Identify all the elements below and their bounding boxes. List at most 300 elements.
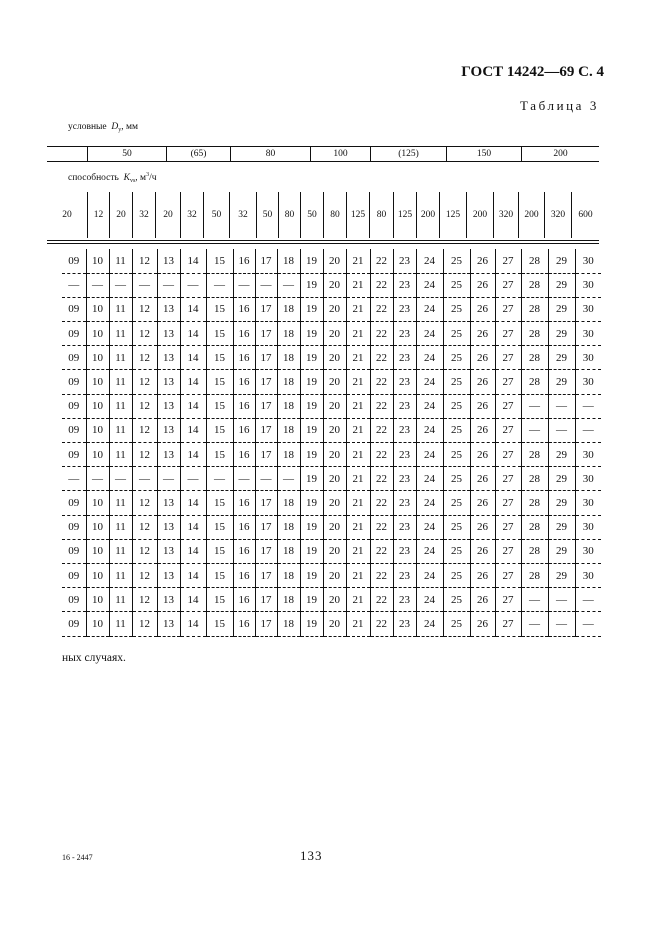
stroke-header-cell: 320: [544, 192, 571, 238]
table-cell: 20: [323, 539, 346, 563]
table-cell: —: [180, 273, 206, 297]
table-cell: 18: [277, 322, 300, 346]
table-cell: 19: [300, 322, 323, 346]
table-cell: 13: [157, 297, 180, 321]
table-cell: 29: [548, 346, 575, 370]
table-row: [62, 322, 601, 346]
table-cell: 18: [277, 539, 300, 563]
nominal-size-header-row: [47, 146, 599, 162]
note-text: ных случаях.: [62, 652, 126, 664]
stroke-header-cell: 200: [518, 192, 544, 238]
table-cell: 14: [180, 612, 206, 636]
table-cell: 17: [255, 249, 277, 273]
table-cell: 21: [346, 539, 370, 563]
stroke-header-cell: 20: [155, 192, 180, 238]
table-cell: 11: [109, 443, 132, 467]
table-cell: 19: [300, 346, 323, 370]
table-cell: 20: [323, 249, 346, 273]
table-row: [62, 491, 601, 515]
table-cell: 23: [393, 539, 416, 563]
table-cell: 27: [495, 370, 521, 394]
table-cell: 10: [86, 418, 109, 442]
table-cell: 25: [443, 443, 470, 467]
table-cell: 14: [180, 515, 206, 539]
table-cell: 23: [393, 297, 416, 321]
table-cell: 10: [86, 322, 109, 346]
table-cell: 27: [495, 588, 521, 612]
table-cell: —: [575, 418, 601, 442]
table-cell: 20: [323, 467, 346, 491]
table-cell: 28: [521, 322, 548, 346]
table-cell: 13: [157, 563, 180, 587]
table-cell: 25: [443, 273, 470, 297]
table-cell: 15: [206, 249, 233, 273]
table-cell: —: [548, 394, 575, 418]
table-cell: 19: [300, 563, 323, 587]
table-cell: 09: [62, 297, 86, 321]
table-cell: 11: [109, 394, 132, 418]
stroke-header-cell: 200: [466, 192, 493, 238]
table-row: [62, 418, 601, 442]
stroke-header-cell: 80: [369, 192, 393, 238]
table-cell: 19: [300, 394, 323, 418]
table-cell: 15: [206, 491, 233, 515]
table-cell: 27: [495, 515, 521, 539]
table-cell: 21: [346, 467, 370, 491]
table-cell: 21: [346, 563, 370, 587]
table-cell: 21: [346, 515, 370, 539]
table-cell: 22: [370, 491, 393, 515]
table-cell: 24: [416, 515, 443, 539]
table-cell: 12: [132, 443, 157, 467]
table-cell: 17: [255, 297, 277, 321]
table-cell: —: [548, 612, 575, 636]
table-cell: 14: [180, 418, 206, 442]
table-cell: 22: [370, 563, 393, 587]
table-cell: 21: [346, 443, 370, 467]
table-cell: 23: [393, 394, 416, 418]
table-cell: 14: [180, 491, 206, 515]
table-cell: 27: [495, 491, 521, 515]
table-cell: 24: [416, 539, 443, 563]
table-cell: —: [62, 273, 86, 297]
table-cell: 12: [132, 249, 157, 273]
table-row: [62, 563, 601, 587]
table-cell: 10: [86, 370, 109, 394]
table-cell: 10: [86, 539, 109, 563]
table-cell: 11: [109, 418, 132, 442]
kvs-unit-b: /ч: [149, 173, 157, 183]
table-cell: 24: [416, 418, 443, 442]
table-cell: 26: [470, 370, 495, 394]
table-cell: 15: [206, 563, 233, 587]
table-cell: 13: [157, 370, 180, 394]
table-cell: 30: [575, 297, 601, 321]
dn-symbol: D: [111, 122, 119, 132]
table-cell: —: [109, 273, 132, 297]
table-cell: 13: [157, 346, 180, 370]
table-cell: 29: [548, 249, 575, 273]
table-cell: 09: [62, 491, 86, 515]
dn-unit: , мм: [121, 122, 139, 132]
table-cell: 17: [255, 515, 277, 539]
table-cell: 27: [495, 297, 521, 321]
table-cell: 17: [255, 322, 277, 346]
table-cell: 21: [346, 491, 370, 515]
table-cell: 26: [470, 273, 495, 297]
stroke-header-row: [47, 192, 599, 242]
table-cell: —: [206, 467, 233, 491]
table-cell: 12: [132, 612, 157, 636]
table-cell: 26: [470, 297, 495, 321]
table-cell: 29: [548, 273, 575, 297]
table-cell: 19: [300, 297, 323, 321]
table-cell: 26: [470, 612, 495, 636]
table-cell: 28: [521, 515, 548, 539]
table-cell: 14: [180, 322, 206, 346]
table-cell: 27: [495, 322, 521, 346]
table-cell: 24: [416, 491, 443, 515]
table-cell: 28: [521, 249, 548, 273]
table-cell: 15: [206, 297, 233, 321]
table-cell: 15: [206, 515, 233, 539]
table-cell: 12: [132, 491, 157, 515]
table-cell: 24: [416, 249, 443, 273]
page-number: 133: [300, 848, 323, 863]
table-cell: 25: [443, 563, 470, 587]
table-cell: 21: [346, 370, 370, 394]
table-cell: 14: [180, 394, 206, 418]
table-cell: 15: [206, 418, 233, 442]
table-cell: 16: [233, 563, 255, 587]
table-cell: 26: [470, 249, 495, 273]
table-cell: —: [255, 467, 277, 491]
table-cell: 21: [346, 394, 370, 418]
table-cell: 18: [277, 515, 300, 539]
table-cell: 29: [548, 370, 575, 394]
dn-sub: у: [118, 127, 122, 133]
table-cell: —: [62, 467, 86, 491]
table-cell: 27: [495, 612, 521, 636]
table-cell: 29: [548, 467, 575, 491]
table-cell: 22: [370, 588, 393, 612]
table-cell: 25: [443, 297, 470, 321]
table-cell: —: [233, 273, 255, 297]
table-cell: 22: [370, 394, 393, 418]
stroke-header-cell: 32: [132, 192, 155, 238]
table-cell: 15: [206, 443, 233, 467]
table-cell: 20: [323, 443, 346, 467]
table-cell: 29: [548, 515, 575, 539]
table-cell: 11: [109, 322, 132, 346]
table-cell: 27: [495, 539, 521, 563]
table-cell: 10: [86, 443, 109, 467]
table-cell: 18: [277, 443, 300, 467]
table-cell: 09: [62, 322, 86, 346]
table-cell: 12: [132, 394, 157, 418]
table-cell: 27: [495, 563, 521, 587]
table-cell: 29: [548, 539, 575, 563]
table-cell: 21: [346, 588, 370, 612]
table-cell: 27: [495, 273, 521, 297]
table-cell: 20: [323, 418, 346, 442]
table-cell: 23: [393, 443, 416, 467]
table-cell: 12: [132, 563, 157, 587]
table-cell: —: [157, 467, 180, 491]
table-cell: 12: [132, 322, 157, 346]
stroke-header-cell: 50: [256, 192, 278, 238]
table-cell: 09: [62, 394, 86, 418]
stroke-header-cell: 32: [229, 192, 256, 238]
table-cell: 11: [109, 249, 132, 273]
table-cell: 28: [521, 563, 548, 587]
table-cell: 14: [180, 370, 206, 394]
table-cell: 12: [132, 539, 157, 563]
flow-capacity-label: [68, 172, 156, 184]
table-cell: 09: [62, 515, 86, 539]
table-cell: 25: [443, 612, 470, 636]
stroke-header-cell: 50: [203, 192, 229, 238]
table-cell: 12: [132, 515, 157, 539]
table-cell: 26: [470, 443, 495, 467]
table-cell: —: [277, 273, 300, 297]
table-cell: 22: [370, 612, 393, 636]
table-cell: 29: [548, 443, 575, 467]
table-cell: 26: [470, 588, 495, 612]
size-header-cell: 200: [521, 147, 599, 161]
table-cell: 09: [62, 539, 86, 563]
table-cell: 25: [443, 322, 470, 346]
table-cell: 23: [393, 346, 416, 370]
table-cell: 24: [416, 322, 443, 346]
table-cell: 18: [277, 418, 300, 442]
table-cell: 17: [255, 346, 277, 370]
table-cell: 10: [86, 491, 109, 515]
size-header-cell: (125): [370, 147, 446, 161]
table-cell: 25: [443, 249, 470, 273]
table-cell: 21: [346, 612, 370, 636]
table-cell: 30: [575, 515, 601, 539]
table-cell: 26: [470, 539, 495, 563]
table-cell: 19: [300, 443, 323, 467]
table-cell: 26: [470, 418, 495, 442]
table-cell: 28: [521, 539, 548, 563]
table-cell: —: [548, 588, 575, 612]
header-divider: [47, 240, 599, 241]
table-cell: 20: [323, 322, 346, 346]
stroke-header-cell: 32: [180, 192, 203, 238]
table-cell: 11: [109, 539, 132, 563]
stroke-header-cell: 125: [346, 192, 369, 238]
stroke-header-cell: 200: [416, 192, 439, 238]
table-cell: 13: [157, 491, 180, 515]
table-cell: 27: [495, 394, 521, 418]
table-cell: 17: [255, 443, 277, 467]
table-cell: 09: [62, 588, 86, 612]
kvs-sub: vs: [129, 178, 136, 184]
table-cell: 17: [255, 539, 277, 563]
table-cell: 27: [495, 418, 521, 442]
table-cell: 21: [346, 273, 370, 297]
table-cell: 30: [575, 273, 601, 297]
table-cell: 22: [370, 297, 393, 321]
table-cell: 26: [470, 346, 495, 370]
table-cell: 28: [521, 491, 548, 515]
table-cell: 14: [180, 563, 206, 587]
table-cell: 15: [206, 539, 233, 563]
table-cell: 24: [416, 346, 443, 370]
table-cell: 23: [393, 563, 416, 587]
table-cell: —: [86, 273, 109, 297]
kvs-symbol: K: [123, 173, 130, 183]
table-cell: —: [206, 273, 233, 297]
table-cell: 18: [277, 491, 300, 515]
table-cell: 30: [575, 370, 601, 394]
table-cell: 22: [370, 370, 393, 394]
table-cell: 24: [416, 297, 443, 321]
table-cell: 18: [277, 297, 300, 321]
table-cell: 25: [443, 418, 470, 442]
table-cell: 14: [180, 346, 206, 370]
table-cell: 12: [132, 370, 157, 394]
table-cell: 25: [443, 491, 470, 515]
table-cell: 23: [393, 467, 416, 491]
table-cell: 26: [470, 322, 495, 346]
table-cell: 10: [86, 515, 109, 539]
table-cell: 14: [180, 443, 206, 467]
table-cell: 19: [300, 370, 323, 394]
table-cell: 13: [157, 588, 180, 612]
table-cell: 19: [300, 249, 323, 273]
stroke-header-cell: 50: [300, 192, 323, 238]
table-cell: 20: [323, 563, 346, 587]
table-cell: 19: [300, 515, 323, 539]
table-cell: 17: [255, 370, 277, 394]
table-cell: 12: [132, 297, 157, 321]
table-cell: 16: [233, 612, 255, 636]
table-cell: —: [255, 273, 277, 297]
table-cell: 29: [548, 297, 575, 321]
table-row: [62, 539, 601, 563]
table-cell: 26: [470, 467, 495, 491]
table-cell: 22: [370, 346, 393, 370]
table-cell: 13: [157, 418, 180, 442]
stroke-header-cell: 125: [439, 192, 466, 238]
table-cell: 20: [323, 346, 346, 370]
table-cell: —: [575, 612, 601, 636]
table-cell: 20: [323, 588, 346, 612]
table-cell: —: [277, 467, 300, 491]
table-cell: 23: [393, 370, 416, 394]
table-cell: 09: [62, 563, 86, 587]
size-header-cell: 80: [230, 147, 310, 161]
size-header-cell: (65): [166, 147, 230, 161]
table-cell: 20: [323, 297, 346, 321]
table-cell: 23: [393, 612, 416, 636]
table-cell: 11: [109, 588, 132, 612]
table-cell: 13: [157, 322, 180, 346]
table-cell: 15: [206, 612, 233, 636]
table-cell: 10: [86, 394, 109, 418]
table-cell: 26: [470, 394, 495, 418]
table-cell: 24: [416, 563, 443, 587]
table-cell: 28: [521, 467, 548, 491]
table-cell: 24: [416, 467, 443, 491]
table-cell: 28: [521, 297, 548, 321]
table-cell: 18: [277, 563, 300, 587]
table-cell: 16: [233, 515, 255, 539]
table-cell: 28: [521, 443, 548, 467]
table-cell: 16: [233, 249, 255, 273]
table-cell: 15: [206, 588, 233, 612]
table-cell: 27: [495, 467, 521, 491]
table-cell: 13: [157, 515, 180, 539]
table-cell: 23: [393, 491, 416, 515]
table-cell: 21: [346, 322, 370, 346]
table-cell: 09: [62, 346, 86, 370]
table-cell: —: [575, 394, 601, 418]
table-cell: 12: [132, 418, 157, 442]
table-cell: 27: [495, 443, 521, 467]
table-cell: 21: [346, 249, 370, 273]
table-cell: 22: [370, 273, 393, 297]
table-cell: —: [109, 467, 132, 491]
table-cell: 16: [233, 370, 255, 394]
table-cell: 30: [575, 346, 601, 370]
table-cell: 13: [157, 394, 180, 418]
table-cell: 23: [393, 322, 416, 346]
table-cell: 30: [575, 491, 601, 515]
table-cell: —: [132, 273, 157, 297]
table-cell: 30: [575, 322, 601, 346]
table-cell: 17: [255, 491, 277, 515]
table-cell: —: [86, 467, 109, 491]
table-cell: 18: [277, 612, 300, 636]
table-row: [62, 249, 601, 273]
table-cell: 14: [180, 539, 206, 563]
stroke-header-cell: 320: [493, 192, 518, 238]
table-cell: —: [521, 394, 548, 418]
table-cell: 15: [206, 394, 233, 418]
table-cell: 11: [109, 297, 132, 321]
stroke-header-cell: 125: [393, 192, 416, 238]
table-cell: 17: [255, 394, 277, 418]
table-cell: 22: [370, 322, 393, 346]
table-cell: 09: [62, 443, 86, 467]
table-cell: 26: [470, 491, 495, 515]
table-cell: 22: [370, 418, 393, 442]
size-header-cell: [47, 147, 87, 161]
stroke-header-cell: 20: [109, 192, 132, 238]
table-cell: 10: [86, 612, 109, 636]
table-cell: 25: [443, 394, 470, 418]
table-cell: 21: [346, 297, 370, 321]
table-cell: 14: [180, 588, 206, 612]
table-cell: 25: [443, 346, 470, 370]
table-cell: 16: [233, 346, 255, 370]
table-cell: —: [521, 588, 548, 612]
footer-code: 16 - 2447: [62, 853, 93, 862]
table-cell: 11: [109, 515, 132, 539]
table-cell: 20: [323, 394, 346, 418]
table-cell: 23: [393, 273, 416, 297]
nominal-diameter-label: [68, 122, 138, 133]
table-cell: 19: [300, 612, 323, 636]
table-cell: 11: [109, 612, 132, 636]
table-cell: —: [180, 467, 206, 491]
table-cell: 09: [62, 370, 86, 394]
table-cell: 09: [62, 418, 86, 442]
